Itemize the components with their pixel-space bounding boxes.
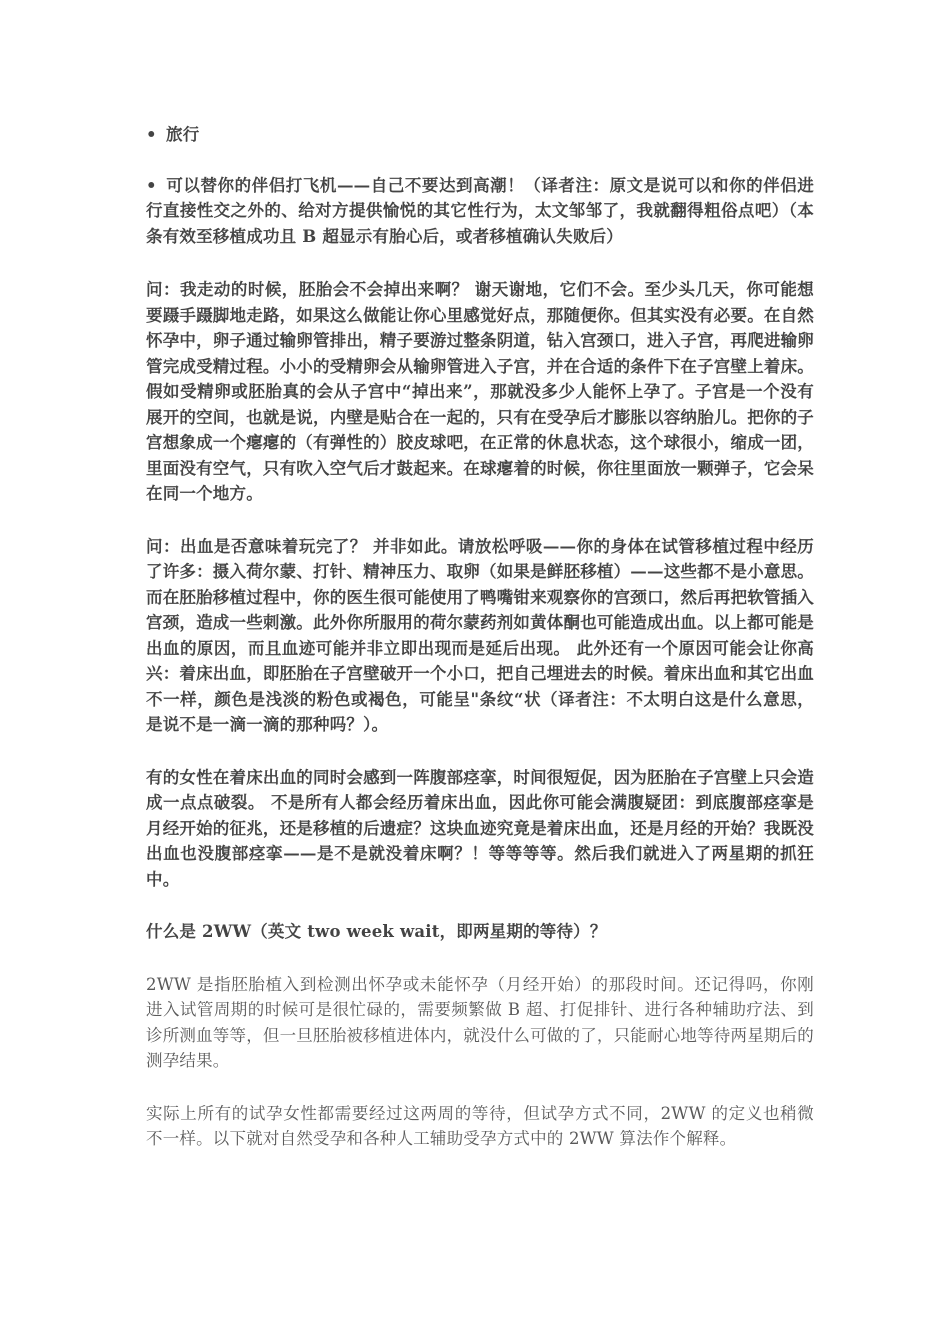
bullet-glyph: • (146, 125, 157, 144)
bullet-item-travel (146, 122, 814, 148)
paragraph-cramps: 有的女性在着床出血的同时会感到一阵腹部痉挛，时间很短促，因为胚胎在子宫壁上只会造成一点点破裂。 不是所有人都会经历着床出血，因此你可能会满腹疑团：到底腹部痉挛是月经开始的征兆，还是移植的后遗症？这块血迹究竟是着床出血，还是月经的开始？我既没出血也没腹部痉挛——是不是就没着床啊？！等等等等。然后我们就进入了两星期的抓狂中。 (146, 767, 814, 889)
paragraph-walking-question: 问：我走动的时候，胚胎会不会掉出来啊？ 谢天谢地，它们不会。至少头几天，你可能想要蹑手蹑脚地走路，如果这么做能让你心里感觉好点，那随便你。但其实没有必要。在自然怀孕中，卵子通过输卵管排出，精子要游过整条阴道，钻入宫颈口，进入子宫，再爬进输卵管完成受精过程。小小的受精卵会从输卵管进入子宫，并在合适的条件下在子宫壁上着床。 假如受精卵或胚胎真的会从子宫中“掉出来”，那就没多少人能怀上孕了。子宫是一个没有展开的空间，也就是说，内壁是贴合在一起的，只有在受孕后才膨胀以容纳胎儿。把你的子宫想象成一个瘪瘪的（有弹性的）胶皮球吧，在正常的休息状态，这个球很小，缩成一团，里面没有空气，只有吹入空气后才鼓起来。在球瘪着的时候，你往里面放一颗弹子，它会呆在同一个地方。 (146, 280, 814, 503)
document-page (146, 122, 814, 1152)
bullet-text: 旅行 (166, 125, 200, 144)
bullet-text: 可以替你的伴侣打飞机——自己不要达到高潮！（译者注：原文是说可以和你的伴侣进行直接性交之外的、给对方提供愉悦的其它性行为，太文邹邹了，我就翻得粗俗点吧）（本条有效至移植成功且 B 超显示有胎心后，或者移植确认失败后） (146, 175, 814, 246)
paragraph-bleeding-question: 问：出血是否意味着玩完了？ 并非如此。请放松呼吸——你的身体在试管移植过程中经历了许多：摄入荷尔蒙、打针、精神压力、取卵（如果是鲜胚移植）——这些都不是小意思。而在胚胎移植过程中，你的医生很可能使用了鸭嘴钳来观察你的宫颈口，然后再把软管插入宫颈，造成一些刺激。此外你所服用的荷尔蒙药剂如黄体酮也可能造成出血。以上都可能是出血的原因，而且血迹可能并非立即出现而是延后出现。 此外还有一个原因可能会让你高兴：着床出血，即胚胎在子宫壁破开一个小口，把自己埋进去的时候。着床出血和其它出血不一样，颜色是浅淡的粉色或褐色，可能呈"条纹“状（译者注：不太明白这是什么意思，是说不是一滴一滴的那种吗？）。 (146, 536, 814, 734)
bullet-glyph: • (146, 175, 157, 195)
bullet-item-partner (146, 173, 814, 250)
section-heading-2ww: 什么是 2WW（英文 two week wait，即两星期的等待）？ (146, 922, 607, 941)
paragraph-2ww-definition: 2WW 是指胚胎植入到检测出怀孕或未能怀孕（月经开始）的那段时间。还记得吗，你刚进入试管周期的时候可是很忙碌的，需要频繁做 B 超、打促排针、进行各种辅助疗法、到诊所测血等等，但一旦胚胎被移植进体内，就没什么可做的了，只能耐心地等待两星期后的测孕结果。 (146, 974, 814, 1070)
paragraph-2ww-variants: 实际上所有的试孕女性都需要经过这两周的等待，但试孕方式不同，2WW 的定义也稍微不一样。以下就对自然受孕和各种人工辅助受孕方式中的 2WW 算法作个解释。 (146, 1103, 814, 1148)
